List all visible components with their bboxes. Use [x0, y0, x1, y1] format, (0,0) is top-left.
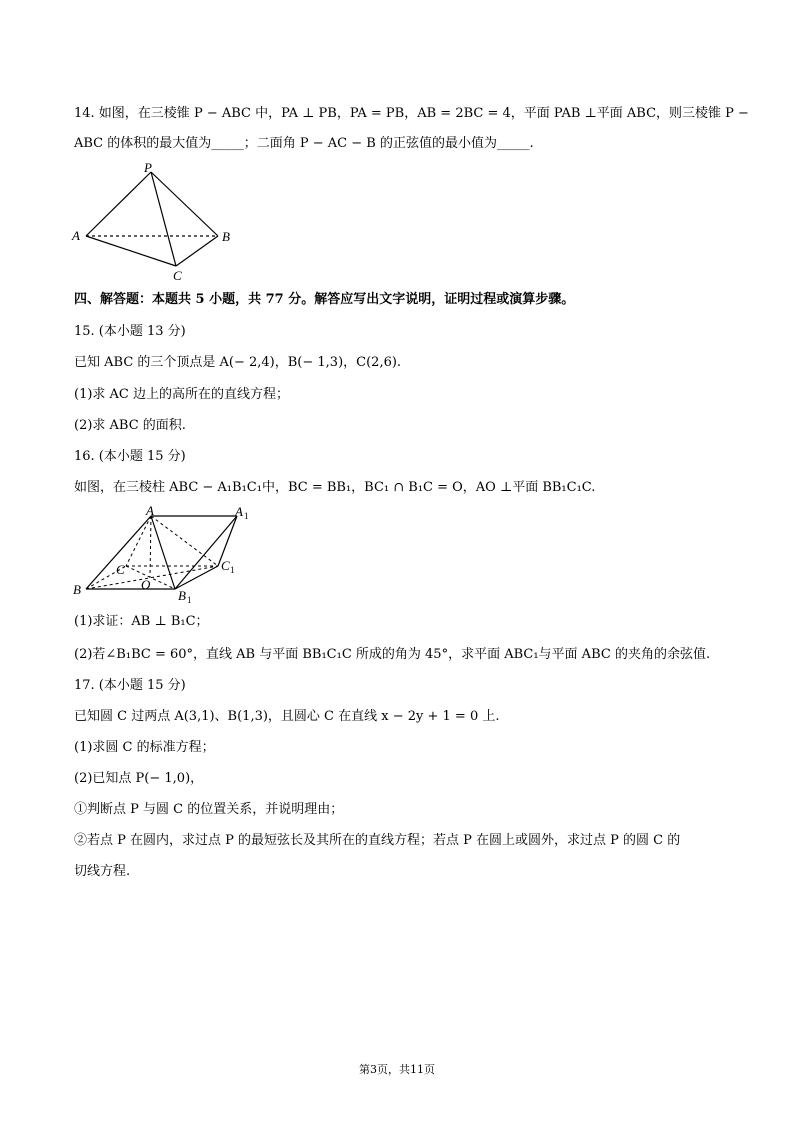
label-a: A — [72, 228, 80, 243]
q17-part1: (1)求圆 C 的标准方程； — [74, 740, 215, 755]
q17-sub2-line1: ②若点 P 在圆内，求过点 P 的最短弦长及其所在的直线方程；若点 P 在圆上或圆外，求过点 P 的圆 C 的 — [74, 833, 681, 848]
q17-header: 17. (本小题 15 分) — [74, 678, 186, 693]
q17-stem: 已知圆 C 过两点 A(3,1)、B(1,3)，且圆心 C 在直线 x − 2y + 1 = 0 上. — [74, 709, 500, 724]
label-b1-subscript: 1 — [187, 595, 192, 605]
label-c1: C — [221, 558, 230, 573]
label-a1-subscript: 1 — [244, 511, 249, 521]
label-b1: B — [178, 588, 186, 603]
q16-part2: (2)若∠B₁BC = 60°，直线 AB 与平面 BB₁C₁C 所成的角为 45°，求平面 ABC₁与平面 ABC 的夹角的余弦值. — [74, 647, 711, 662]
q15-part1: (1)求 AC 边上的高所在的直线方程； — [74, 387, 290, 402]
label-a1: A — [235, 504, 243, 519]
section-4-heading: 四、解答题：本题共 5 小题，共 77 分。解答应写出文字说明，证明过程或演算步骤。 — [74, 292, 575, 307]
q17-sub1: ①判断点 P 与圆 C 的位置关系，并说明理由； — [74, 802, 344, 817]
label-p: P — [144, 160, 152, 175]
label-o: O — [141, 577, 151, 592]
label-b: B — [73, 582, 81, 597]
q15-header: 15. (本小题 13 分) — [74, 324, 186, 339]
q14-line1: 14. 如图，在三棱锥 P − ABC 中，PA ⊥ PB，PA = PB，AB = 2BC = 4，平面 PAB ⊥平面 ABC，则三棱锥 P − — [74, 106, 749, 121]
q17-sub2-line2: 切线方程. — [74, 864, 131, 879]
q16-header: 16. (本小题 15 分) — [74, 449, 186, 464]
q15-part2: (2)求 ABC 的面积. — [74, 418, 186, 433]
q15-stem: 已知 ABC 的三个顶点是 A(− 2,4)，B(− 1,3)，C(2,6). — [74, 355, 402, 370]
page-footer: 第3页，共11页 — [359, 1063, 435, 1076]
label-a: A — [146, 503, 154, 518]
label-c: C — [173, 268, 182, 283]
label-c1-subscript: 1 — [230, 565, 235, 575]
q17-part2: (2)已知点 P(− 1,0)， — [74, 771, 204, 786]
label-c: C — [116, 562, 125, 577]
q16-stem: 如图，在三棱柱 ABC − A₁B₁C₁中，BC = BB₁，BC₁ ∩ B₁C = O，AO ⊥平面 BB₁C₁C. — [74, 480, 596, 495]
label-b: B — [222, 229, 230, 244]
q14-line2: ABC 的体积的最大值为_____；二面角 P − AC − B 的正弦值的最小值为_____. — [74, 136, 534, 151]
q16-part1: (1)求证：AB ⊥ B₁C； — [74, 614, 209, 629]
